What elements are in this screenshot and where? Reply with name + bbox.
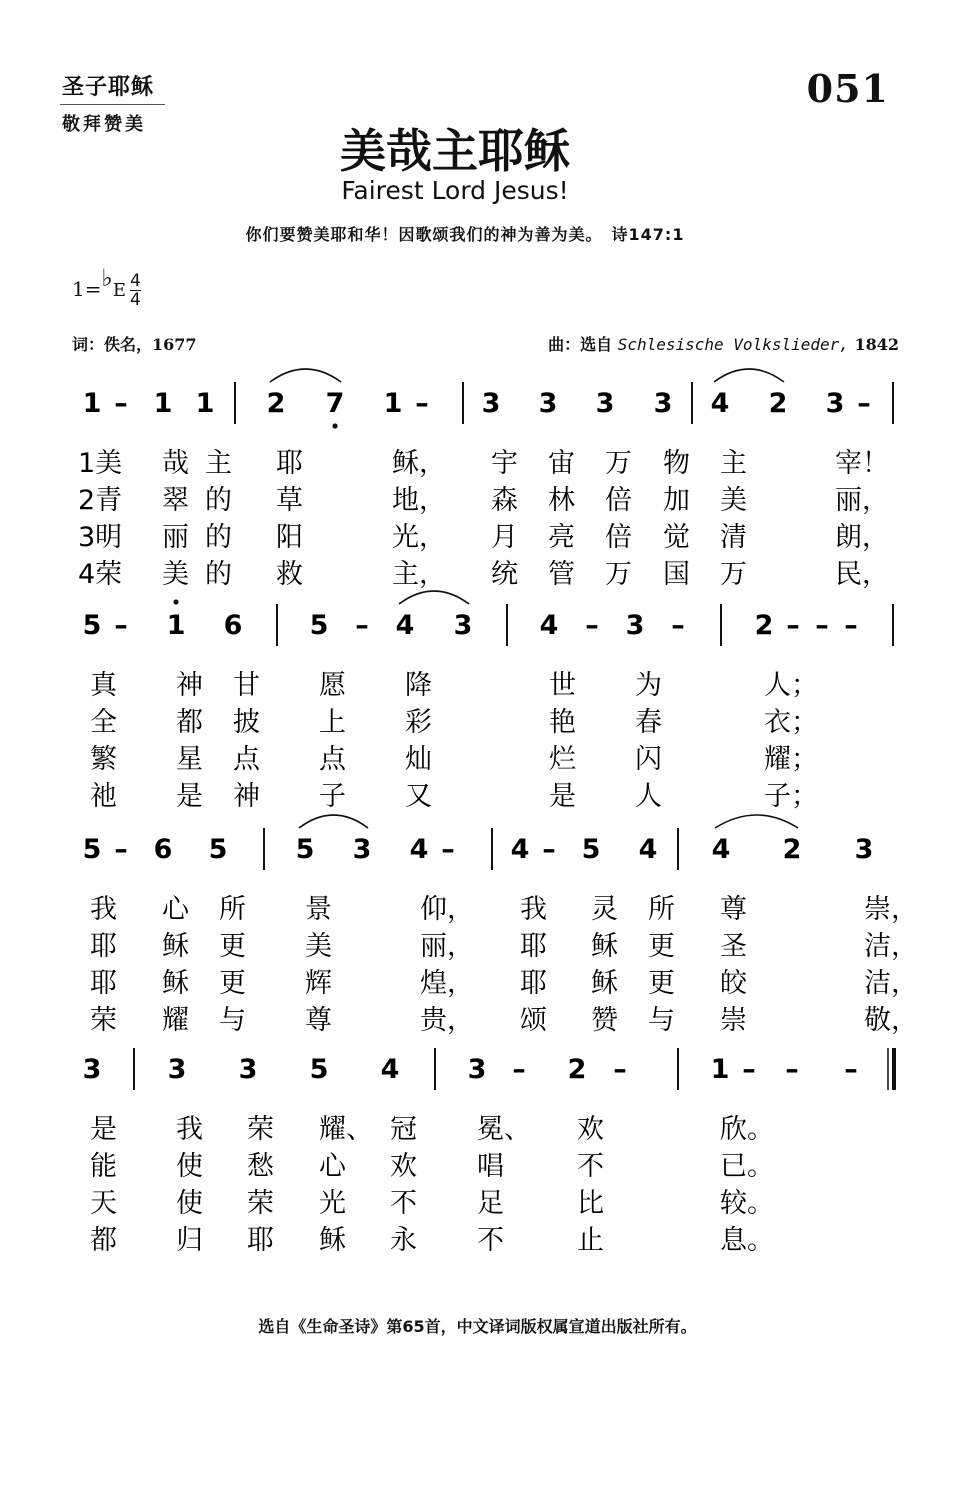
lyric-char: 丽 (162, 522, 189, 553)
lyric-char: 美 (720, 485, 747, 516)
note: 4 (510, 834, 530, 865)
lyric-char: 丽， (420, 931, 474, 962)
lyric-char: 阳 (276, 522, 303, 553)
lyric-char: 归 (176, 1225, 203, 1256)
lyric-char: 稣 (591, 931, 618, 962)
note: 3 (595, 388, 615, 419)
note: 7 (325, 388, 345, 419)
note: 3 (481, 388, 501, 419)
lyric-char: 真 (90, 670, 117, 701)
note: – (671, 610, 685, 641)
lyric-char: 欢 (390, 1151, 417, 1182)
note: – (815, 610, 829, 641)
lyric-char: 尊 (720, 894, 747, 925)
music-credit (548, 332, 899, 355)
hymn-title: 美哉主耶稣 (340, 124, 570, 178)
lyric-char: 点 (319, 744, 346, 775)
lyric-char: 足 (477, 1188, 504, 1219)
note: – (441, 834, 455, 865)
note: 3 (352, 834, 372, 865)
note: 1 (195, 388, 215, 419)
lyric-char: 世 (549, 670, 576, 701)
note: 1 (153, 388, 173, 419)
lyric-char: 光 (319, 1188, 346, 1219)
lyric-char: 主 (205, 448, 232, 479)
lyric-char: 民， (835, 559, 889, 590)
lyric-char: 冕、 (477, 1114, 531, 1145)
note: 5 (309, 1054, 329, 1085)
lyric-char: 与 (648, 1005, 675, 1036)
lyric-char: 倍 (605, 522, 632, 553)
lyric-char: 2青 (78, 485, 123, 516)
lyric-char: 我 (90, 894, 117, 925)
lyric-char: 统 (491, 559, 518, 590)
note: 1 (710, 1054, 730, 1085)
lyric-char: 加 (663, 485, 690, 516)
lyric-char: 宙 (548, 448, 575, 479)
lyric-char: 物 (663, 448, 690, 479)
lyric-char: 人 (635, 781, 662, 812)
lyric-char: 颂 (520, 1005, 547, 1036)
slur (270, 369, 341, 382)
time-bottom: 4 (129, 290, 141, 310)
note: 3 (82, 1054, 102, 1085)
lyric-char: 月 (491, 522, 518, 553)
lyric-char: 愿 (319, 670, 346, 701)
lyric-char: 唱 (477, 1151, 504, 1182)
lyric-char: 万 (605, 448, 632, 479)
lyric-char: 耶 (90, 968, 117, 999)
lyric-char: 我 (176, 1114, 203, 1145)
category-title: 圣子耶稣 (62, 74, 155, 100)
lyric-char: 光， (392, 522, 446, 553)
lyric-char: 耀、 (319, 1114, 373, 1145)
note: – (742, 1054, 756, 1085)
lyric-char: 衣； (764, 707, 818, 738)
lyric-char: 崇 (720, 1005, 747, 1036)
note: – (355, 610, 369, 641)
note: 6 (223, 610, 243, 641)
lyric-char: 不 (577, 1151, 604, 1182)
lyric-char: 较。 (720, 1188, 774, 1219)
lyric-char: 艳 (549, 707, 576, 738)
note: 5 (295, 834, 315, 865)
lyric-char: 倍 (605, 485, 632, 516)
lyric-char: 翠 (162, 485, 189, 516)
lyric-char: 稣， (392, 448, 446, 479)
lyric-char: 心 (319, 1151, 346, 1182)
lyric-char: 宰！ (835, 448, 889, 479)
lyric-char: 灵 (591, 894, 618, 925)
lyric-char: 哉 (162, 448, 189, 479)
note: 2 (768, 388, 788, 419)
lyric-char: 洁， (864, 968, 918, 999)
note: 6 (153, 834, 173, 865)
note: – (857, 388, 871, 419)
note: 5 (82, 834, 102, 865)
key-note: E (112, 280, 126, 301)
category-divider (60, 104, 165, 105)
lyric-char: 愁 (247, 1151, 274, 1182)
hymn-number: 051 (806, 66, 889, 111)
lyric-char: 为 (635, 670, 662, 701)
lyric-char: 尊 (305, 1005, 332, 1036)
note: 5 (82, 610, 102, 641)
lyric-char: 子； (764, 781, 818, 812)
note: – (415, 388, 429, 419)
lyric-char: 景 (305, 894, 332, 925)
lyric-char: 止 (577, 1225, 604, 1256)
lyric-char: 煌， (420, 968, 474, 999)
lyric-char: 繁 (90, 744, 117, 775)
lyric-char: 耶 (520, 931, 547, 962)
lyric-char: 的 (205, 485, 232, 516)
note: 4 (711, 834, 731, 865)
lyric-char: 清 (720, 522, 747, 553)
lyric-char: 4荣 (78, 559, 123, 590)
lyric-char: 是 (90, 1114, 117, 1145)
note: 5 (309, 610, 329, 641)
note: 3 (453, 610, 473, 641)
note: 2 (567, 1054, 587, 1085)
lyric-char: 朗， (835, 522, 889, 553)
lyric-char: 耶 (520, 968, 547, 999)
lyric-char: 更 (648, 931, 675, 962)
lyric-char: 更 (219, 931, 246, 962)
lyric-char: 闪 (635, 744, 662, 775)
lyric-char: 林 (548, 485, 575, 516)
lyric-char: 管 (548, 559, 575, 590)
lyric-char: 点 (233, 744, 260, 775)
note: 4 (710, 388, 730, 419)
note: – (844, 610, 858, 641)
time-top: 4 (129, 271, 141, 291)
lyric-char: 美 (162, 559, 189, 590)
lyric-char: 救 (276, 559, 303, 590)
note: – (114, 388, 128, 419)
lyric-char: 已。 (720, 1151, 774, 1182)
lyric-char: 披 (233, 707, 260, 738)
lyrics-credit: 词：佚名，1677 (72, 335, 197, 354)
lyric-char: 星 (176, 744, 203, 775)
note: 1 (383, 388, 403, 419)
lyric-char: 与 (219, 1005, 246, 1036)
lyric-char: 比 (577, 1188, 604, 1219)
music-source-work: Schlesische Volkslieder, (617, 335, 849, 354)
lyric-char: 欢 (577, 1114, 604, 1145)
note: – (114, 834, 128, 865)
lyric-char: 甘 (233, 670, 260, 701)
key-signature (72, 264, 141, 310)
lyric-char: 都 (176, 707, 203, 738)
note: 3 (167, 1054, 187, 1085)
lyric-char: 能 (90, 1151, 117, 1182)
lyric-char: 神 (176, 670, 203, 701)
lyric-char: 荣 (90, 1005, 117, 1036)
lyric-char: 万 (720, 559, 747, 590)
time-signature (130, 272, 141, 309)
lyric-char: 皎 (720, 968, 747, 999)
lyric-char: 不 (390, 1188, 417, 1219)
slur (715, 815, 798, 828)
lyric-char: 心 (162, 894, 189, 925)
hymn-subtitle: Fairest Lord Jesus! (341, 176, 569, 205)
lyric-char: 灿 (405, 744, 432, 775)
lyric-char: 宇 (491, 448, 518, 479)
lyric-char: 耀； (764, 744, 818, 775)
note: – (785, 1054, 799, 1085)
lyric-char: 主 (720, 448, 747, 479)
lyric-char: 赞 (591, 1005, 618, 1036)
note: 1 (82, 388, 102, 419)
lyric-char: 永 (390, 1225, 417, 1256)
lyric-char: 耶 (276, 448, 303, 479)
note: 3 (467, 1054, 487, 1085)
scripture-verse: 你们要赞美耶和华！因歌颂我们的神为善为美。 诗147:1 (245, 225, 685, 244)
note: – (542, 834, 556, 865)
lyric-char: 的 (205, 522, 232, 553)
note: – (114, 610, 128, 641)
high-octave-dot (173, 599, 178, 604)
lyric-char: 人； (764, 670, 818, 701)
lyric-char: 万 (605, 559, 632, 590)
lyric-char: 所 (219, 894, 246, 925)
lyric-char: 春 (635, 707, 662, 738)
lyric-char: 3明 (78, 522, 123, 553)
note: 4 (380, 1054, 400, 1085)
lyric-char: 森 (491, 485, 518, 516)
lyric-char: 是 (549, 781, 576, 812)
note: 4 (638, 834, 658, 865)
music-credit-prefix: 曲：选自 (548, 335, 618, 354)
lyric-char: 的 (205, 559, 232, 590)
lyric-char: 美 (305, 931, 332, 962)
slur (399, 591, 469, 604)
lyric-char: 所 (648, 894, 675, 925)
lyric-char: 彩 (405, 707, 432, 738)
lyric-char: 烂 (549, 744, 576, 775)
note: 3 (238, 1054, 258, 1085)
lyric-char: 更 (219, 968, 246, 999)
lyric-char: 稣 (591, 968, 618, 999)
lyric-char: 荣 (247, 1188, 274, 1219)
lyric-char: 祂 (90, 781, 117, 812)
note: 3 (854, 834, 874, 865)
note: 4 (409, 834, 429, 865)
lyric-char: 稣 (319, 1225, 346, 1256)
music-score (0, 360, 955, 1260)
lyric-char: 仰， (420, 894, 474, 925)
note: 3 (538, 388, 558, 419)
lyric-char: 上 (319, 707, 346, 738)
note: – (512, 1054, 526, 1085)
lyric-char: 神 (233, 781, 260, 812)
lyric-char: 使 (176, 1151, 203, 1182)
lyric-char: 是 (176, 781, 203, 812)
music-credit-year: 1842 (848, 335, 899, 354)
note: 4 (395, 610, 415, 641)
lyric-char: 使 (176, 1188, 203, 1219)
key-prefix: 1= (72, 277, 102, 301)
note: 3 (825, 388, 845, 419)
lyric-char: 欣。 (720, 1114, 774, 1145)
lyric-char: 敬， (864, 1005, 918, 1036)
lyric-char: 都 (90, 1225, 117, 1256)
lyric-char: 崇， (864, 894, 918, 925)
lyric-char: 丽， (835, 485, 889, 516)
lyric-char: 更 (648, 968, 675, 999)
note: 1 (166, 610, 186, 641)
lyric-char: 冠 (390, 1114, 417, 1145)
lyric-char: 草 (276, 485, 303, 516)
slur (299, 815, 368, 828)
lyric-char: 息。 (720, 1225, 774, 1256)
lyric-char: 觉 (663, 522, 690, 553)
note: – (585, 610, 599, 641)
lyric-char: 耀 (162, 1005, 189, 1036)
lyric-char: 又 (405, 781, 432, 812)
note: 5 (581, 834, 601, 865)
lyric-char: 耶 (247, 1225, 274, 1256)
low-octave-dot (332, 423, 337, 428)
lyric-char: 稣 (162, 931, 189, 962)
lyric-char: 贵， (420, 1005, 474, 1036)
note: 3 (653, 388, 673, 419)
lyric-char: 辉 (305, 968, 332, 999)
lyric-char: 全 (90, 707, 117, 738)
lyric-char: 天 (90, 1188, 117, 1219)
note: 2 (266, 388, 286, 419)
lyric-char: 子 (319, 781, 346, 812)
note: 2 (782, 834, 802, 865)
note: 2 (754, 610, 774, 641)
copyright-footer: 选自《生命圣诗》第65首，中文译词版权属宣道出版社所有。 (258, 1317, 697, 1336)
slur (714, 369, 784, 382)
note: – (844, 1054, 858, 1085)
lyric-char: 稣 (162, 968, 189, 999)
lyric-char: 洁， (864, 931, 918, 962)
lyric-char: 主， (392, 559, 446, 590)
lyric-char: 不 (477, 1225, 504, 1256)
flat-icon: ♭ (101, 264, 113, 292)
lyric-char: 降 (405, 670, 432, 701)
note: 5 (208, 834, 228, 865)
lyric-char: 我 (520, 894, 547, 925)
note: 4 (539, 610, 559, 641)
note: 3 (625, 610, 645, 641)
category-subtitle: 敬拜赞美 (62, 114, 146, 135)
lyric-char: 1美 (78, 448, 123, 479)
note: – (786, 610, 800, 641)
lyric-char: 荣 (247, 1114, 274, 1145)
note: – (613, 1054, 627, 1085)
lyric-char: 亮 (548, 522, 575, 553)
lyric-char: 圣 (720, 931, 747, 962)
lyric-char: 地， (392, 485, 446, 516)
lyric-char: 国 (663, 559, 690, 590)
lyric-char: 耶 (90, 931, 117, 962)
